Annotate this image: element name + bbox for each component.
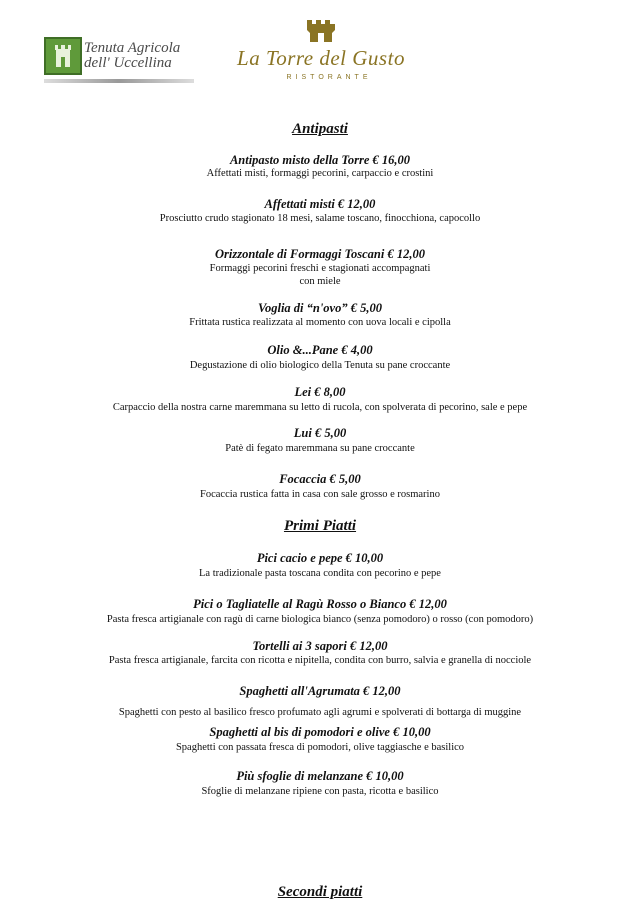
dish-description: La tradizionale pasta toscana condita con pecorino e pepe [199,568,441,579]
tenuta-logo-text: Tenuta Agricola dell' Uccellina [84,40,181,71]
dish-description: Spaghetti con pesto al basilico fresco profumato agli agrumi e spolverati di bottarga di muggine [118,707,522,718]
dish-description: Frittata rustica realizzata al momento con uova locali e cipolla [189,317,451,328]
dish-description: Degustazione di olio biologico della Tenuta su pane croccante [189,360,451,371]
dish-description: Pasta fresca artigianale con ragù di carne biologica bianco (senza pomodoro) o rosso (con pomodoro) [106,614,534,625]
dish-name: Pici o Tagliatelle al Ragù Rosso o Bianco € 12,00 [193,597,447,611]
dish-name: Affettati misti € 12,00 [264,197,376,211]
dish-description: Focaccia rustica fatta in casa con sale grosso e rosmarino [200,489,440,500]
tenuta-logo [44,37,194,85]
dish-name: Lui € 5,00 [293,426,347,440]
section-title-primi: Primi Piatti [283,518,357,534]
dish-name: Più sfoglie di melanzane € 10,00 [236,769,404,783]
tower-badge-icon [44,37,82,75]
dish-name: Spaghetti al bis di pomodori e olive € 10,00 [209,725,431,739]
dish-name: Antipasto misto della Torre € 16,00 [229,153,411,167]
dish-name: Lei € 8,00 [294,385,346,399]
restaurant-logo-title: La Torre del Gusto [237,46,405,70]
dish-description: Formaggi pecorini freschi e stagionati accompagnati con miele [209,263,431,287]
dish-name: Pici cacio e pepe € 10,00 [256,551,384,565]
dish-description: Spaghetti con passata fresca di pomodori, olive taggiasche e basilico [175,742,465,753]
dish-description: Carpaccio della nostra carne maremmana su letto di rucola, con spolverata di pecorino, sale e pepe [112,402,528,413]
castle-tower-icon [304,14,338,42]
dish-description: Sfoglie di melanzane ripiene con pasta, ricotta e basilico [201,786,439,797]
dish-name: Tortelli ai 3 sapori € 12,00 [252,639,388,653]
dish-name: Orizzontale di Formaggi Toscani € 12,00 [215,247,425,261]
dish-description: Patè di fegato maremmana su pane croccante [225,443,415,454]
dish-name: Voglia di “n'ovo” € 5,00 [258,301,382,315]
section-title-secondi: Secondi piatti [277,884,363,900]
dish-description: Pasta fresca artigianale, farcita con ricotta e nipitella, condita con burro, salvia e granella di nocciole [108,655,532,666]
dish-name: Olio &...Pane € 4,00 [267,343,373,357]
dish-name: Focaccia € 5,00 [279,472,361,486]
dish-name: Spaghetti all'Agrumata € 12,00 [239,684,401,698]
tenuta-logo-underline [44,79,194,83]
restaurant-logo-subtitle: RISTORANTE [286,74,372,81]
section-title-antipasti: Antipasti [292,121,348,137]
restaurant-logo [230,14,412,84]
dish-description: Prosciutto crudo stagionato 18 mesi, salame toscano, finocchiona, capocollo [159,213,481,224]
dish-description: Affettati misti, formaggi pecorini, carpaccio e crostini [206,168,434,179]
